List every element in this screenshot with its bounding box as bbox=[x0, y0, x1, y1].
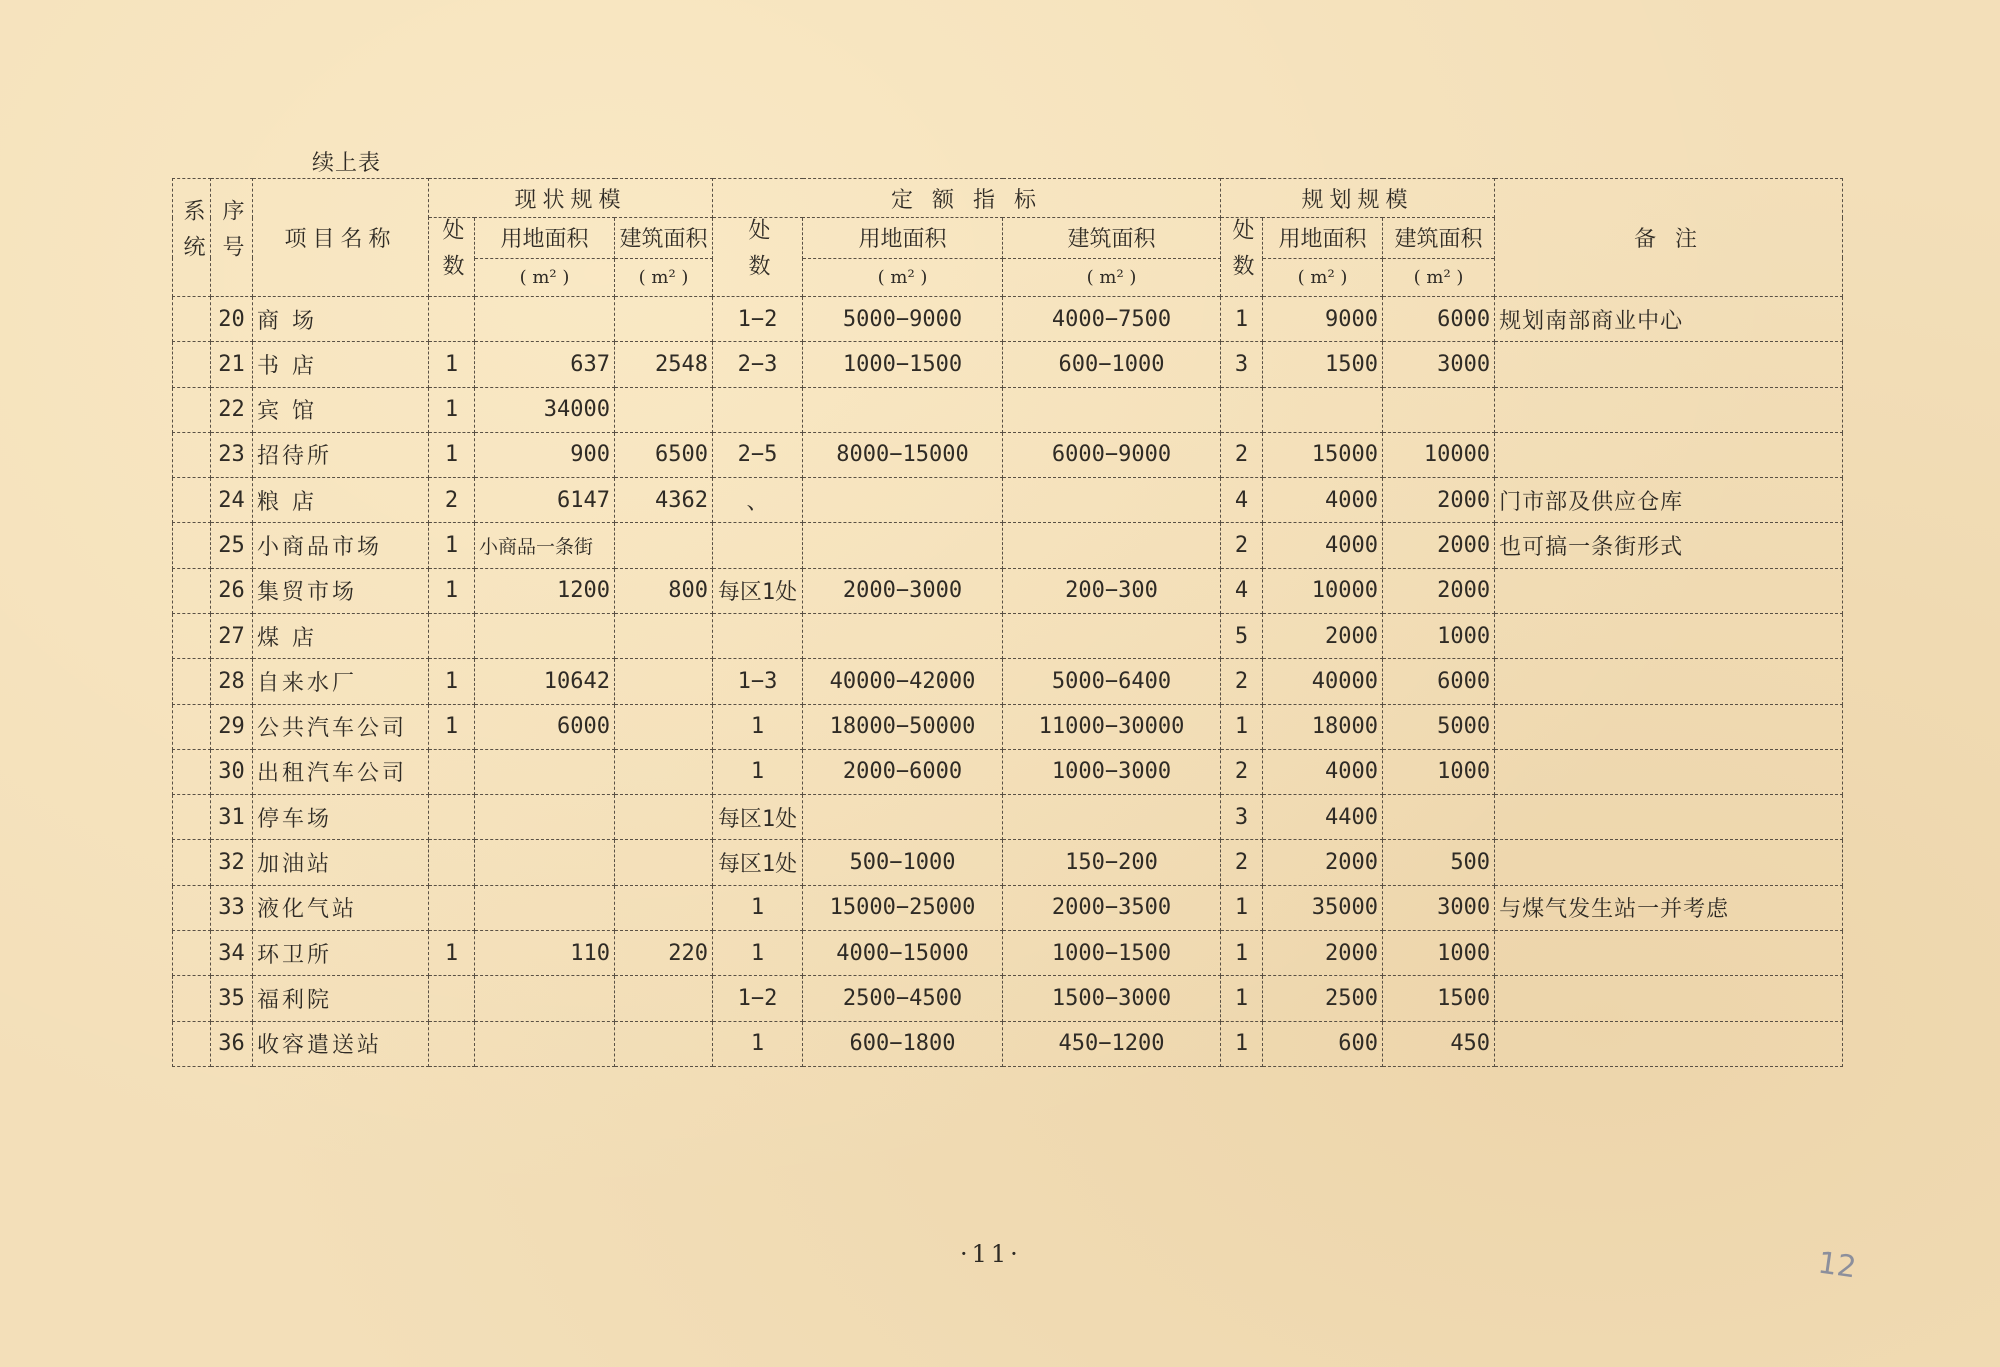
quota-building-cell: 150−200 bbox=[1003, 840, 1221, 885]
current-land-cell bbox=[475, 976, 615, 1021]
current-count-cell bbox=[429, 885, 475, 930]
current-count-cell: 1 bbox=[429, 342, 475, 387]
planned-count-cell: 1 bbox=[1221, 930, 1263, 975]
quota-count-cell: 每区1处 bbox=[713, 568, 803, 613]
current-count-cell bbox=[429, 840, 475, 885]
quota-count-cell: 2−5 bbox=[713, 432, 803, 477]
current-land-cell: 小商品一条街 bbox=[475, 523, 615, 568]
seq-cell: 35 bbox=[211, 976, 253, 1021]
quota-count-cell: 2−3 bbox=[713, 342, 803, 387]
current-land-cell: 637 bbox=[475, 342, 615, 387]
name-cell: 收容遣送站 bbox=[253, 1021, 429, 1067]
unit-planned-land: ( m² ) bbox=[1263, 258, 1383, 296]
current-building-cell: 220 bbox=[615, 930, 713, 975]
quota-land-cell: 18000−50000 bbox=[803, 704, 1003, 749]
system-cell bbox=[173, 1021, 211, 1067]
unit-quota-building: ( m² ) bbox=[1003, 258, 1221, 296]
name-cell: 招待所 bbox=[253, 432, 429, 477]
planned-building-cell bbox=[1383, 795, 1495, 840]
table-row bbox=[173, 885, 1843, 930]
planned-count-cell: 2 bbox=[1221, 523, 1263, 568]
name-cell: 宾 馆 bbox=[253, 387, 429, 432]
planned-count-cell: 4 bbox=[1221, 478, 1263, 523]
quota-land-cell bbox=[803, 523, 1003, 568]
planned-count-cell: 5 bbox=[1221, 613, 1263, 658]
planned-count-cell: 2 bbox=[1221, 749, 1263, 794]
name-cell: 出租汽车公司 bbox=[253, 749, 429, 794]
planned-building-cell: 2000 bbox=[1383, 478, 1495, 523]
planned-land-cell: 2000 bbox=[1263, 613, 1383, 658]
header-quota-land: 用地面积 bbox=[803, 218, 1003, 259]
planned-land-cell: 10000 bbox=[1263, 568, 1383, 613]
remarks-cell bbox=[1495, 749, 1843, 794]
quota-building-cell: 5000−6400 bbox=[1003, 659, 1221, 704]
remarks-cell bbox=[1495, 976, 1843, 1021]
remarks-cell bbox=[1495, 613, 1843, 658]
planned-building-cell bbox=[1383, 387, 1495, 432]
current-land-cell bbox=[475, 1021, 615, 1067]
quota-count-cell: 1 bbox=[713, 749, 803, 794]
seq-cell: 23 bbox=[211, 432, 253, 477]
quota-count-cell: 1 bbox=[713, 930, 803, 975]
quota-building-cell bbox=[1003, 387, 1221, 432]
name-cell: 加油站 bbox=[253, 840, 429, 885]
planned-count-cell: 1 bbox=[1221, 885, 1263, 930]
quota-count-cell: 1 bbox=[713, 885, 803, 930]
page-number: ·11· bbox=[960, 1240, 1022, 1268]
remarks-cell bbox=[1495, 840, 1843, 885]
seq-cell: 22 bbox=[211, 387, 253, 432]
table-row bbox=[173, 432, 1843, 477]
remarks-cell bbox=[1495, 568, 1843, 613]
table-row bbox=[173, 704, 1843, 749]
quota-land-cell bbox=[803, 795, 1003, 840]
header-planned-count: 处数 bbox=[1221, 218, 1263, 297]
table-row bbox=[173, 795, 1843, 840]
planned-land-cell: 4000 bbox=[1263, 478, 1383, 523]
seq-cell: 24 bbox=[211, 478, 253, 523]
seq-cell: 21 bbox=[211, 342, 253, 387]
current-land-cell: 900 bbox=[475, 432, 615, 477]
current-building-cell bbox=[615, 885, 713, 930]
current-building-cell bbox=[615, 704, 713, 749]
table-row bbox=[173, 976, 1843, 1021]
quota-building-cell bbox=[1003, 613, 1221, 658]
remarks-cell: 也可搞一条街形式 bbox=[1495, 523, 1843, 568]
system-cell bbox=[173, 478, 211, 523]
header-seq: 序号 bbox=[211, 179, 253, 297]
header-quota: 定 额 指 标 bbox=[713, 179, 1221, 218]
name-cell: 商 场 bbox=[253, 297, 429, 342]
system-cell bbox=[173, 297, 211, 342]
current-building-cell: 2548 bbox=[615, 342, 713, 387]
facility-table bbox=[172, 178, 1843, 1067]
quota-land-cell: 2000−3000 bbox=[803, 568, 1003, 613]
system-cell bbox=[173, 432, 211, 477]
table-row bbox=[173, 297, 1843, 342]
table-row bbox=[173, 840, 1843, 885]
seq-cell: 33 bbox=[211, 885, 253, 930]
quota-count-cell: 1−2 bbox=[713, 976, 803, 1021]
table-caption: 续上表 bbox=[312, 151, 382, 176]
planned-building-cell: 6000 bbox=[1383, 659, 1495, 704]
header-quota-count: 处数 bbox=[713, 218, 803, 297]
planned-land-cell: 9000 bbox=[1263, 297, 1383, 342]
remarks-cell bbox=[1495, 704, 1843, 749]
current-count-cell bbox=[429, 1021, 475, 1067]
system-cell bbox=[173, 704, 211, 749]
current-count-cell bbox=[429, 976, 475, 1021]
quota-land-cell: 15000−25000 bbox=[803, 885, 1003, 930]
current-land-cell: 34000 bbox=[475, 387, 615, 432]
quota-building-cell: 4000−7500 bbox=[1003, 297, 1221, 342]
unit-current-building: ( m² ) bbox=[615, 258, 713, 296]
unit-quota-land: ( m² ) bbox=[803, 258, 1003, 296]
table-row bbox=[173, 342, 1843, 387]
planned-building-cell: 500 bbox=[1383, 840, 1495, 885]
header-name: 项目名称 bbox=[253, 179, 429, 297]
remarks-cell bbox=[1495, 342, 1843, 387]
planned-land-cell: 2000 bbox=[1263, 930, 1383, 975]
table-row bbox=[173, 613, 1843, 658]
current-land-cell bbox=[475, 297, 615, 342]
planned-land-cell: 2500 bbox=[1263, 976, 1383, 1021]
current-building-cell bbox=[615, 659, 713, 704]
planned-land-cell: 4400 bbox=[1263, 795, 1383, 840]
planned-building-cell: 10000 bbox=[1383, 432, 1495, 477]
remarks-cell bbox=[1495, 432, 1843, 477]
remarks-cell: 规划南部商业中心 bbox=[1495, 297, 1843, 342]
quota-land-cell: 5000−9000 bbox=[803, 297, 1003, 342]
quota-land-cell: 2500−4500 bbox=[803, 976, 1003, 1021]
planned-building-cell: 1000 bbox=[1383, 613, 1495, 658]
remarks-cell: 门市部及供应仓库 bbox=[1495, 478, 1843, 523]
planned-building-cell: 1000 bbox=[1383, 930, 1495, 975]
planned-building-cell: 6000 bbox=[1383, 297, 1495, 342]
planned-count-cell: 2 bbox=[1221, 840, 1263, 885]
quota-building-cell: 600−1000 bbox=[1003, 342, 1221, 387]
quota-building-cell: 200−300 bbox=[1003, 568, 1221, 613]
quota-land-cell: 500−1000 bbox=[803, 840, 1003, 885]
current-count-cell: 1 bbox=[429, 930, 475, 975]
quota-land-cell bbox=[803, 613, 1003, 658]
current-land-cell bbox=[475, 749, 615, 794]
table-row bbox=[173, 478, 1843, 523]
table-row bbox=[173, 930, 1843, 975]
quota-count-cell: 1−2 bbox=[713, 297, 803, 342]
quota-land-cell: 4000−15000 bbox=[803, 930, 1003, 975]
name-cell: 小商品市场 bbox=[253, 523, 429, 568]
name-cell: 公共汽车公司 bbox=[253, 704, 429, 749]
current-count-cell: 1 bbox=[429, 523, 475, 568]
system-cell bbox=[173, 885, 211, 930]
header-current-count: 处数 bbox=[429, 218, 475, 297]
system-cell bbox=[173, 749, 211, 794]
header-system: 系统 bbox=[173, 179, 211, 297]
current-count-cell: 1 bbox=[429, 568, 475, 613]
planned-count-cell: 3 bbox=[1221, 795, 1263, 840]
current-building-cell bbox=[615, 523, 713, 568]
quota-land-cell bbox=[803, 387, 1003, 432]
current-count-cell: 1 bbox=[429, 704, 475, 749]
planned-land-cell: 2000 bbox=[1263, 840, 1383, 885]
table-row bbox=[173, 387, 1843, 432]
quota-count-cell: 1 bbox=[713, 704, 803, 749]
current-land-cell: 6147 bbox=[475, 478, 615, 523]
current-building-cell bbox=[615, 613, 713, 658]
planned-count-cell: 2 bbox=[1221, 659, 1263, 704]
remarks-cell bbox=[1495, 387, 1843, 432]
quota-count-cell: 每区1处 bbox=[713, 795, 803, 840]
current-building-cell bbox=[615, 795, 713, 840]
current-count-cell: 2 bbox=[429, 478, 475, 523]
table-row bbox=[173, 749, 1843, 794]
quota-land-cell bbox=[803, 478, 1003, 523]
quota-building-cell bbox=[1003, 478, 1221, 523]
name-cell: 集贸市场 bbox=[253, 568, 429, 613]
name-cell: 福利院 bbox=[253, 976, 429, 1021]
quota-count-cell: 1 bbox=[713, 1021, 803, 1067]
remarks-cell bbox=[1495, 659, 1843, 704]
seq-cell: 20 bbox=[211, 297, 253, 342]
seq-cell: 29 bbox=[211, 704, 253, 749]
current-count-cell bbox=[429, 749, 475, 794]
table-row bbox=[173, 568, 1843, 613]
current-building-cell bbox=[615, 387, 713, 432]
table-row bbox=[173, 659, 1843, 704]
unit-current-land: ( m² ) bbox=[475, 258, 615, 296]
header-planned-land: 用地面积 bbox=[1263, 218, 1383, 259]
quota-building-cell: 2000−3500 bbox=[1003, 885, 1221, 930]
current-building-cell bbox=[615, 297, 713, 342]
current-building-cell bbox=[615, 840, 713, 885]
planned-count-cell: 1 bbox=[1221, 1021, 1263, 1067]
header-current: 现状规模 bbox=[429, 179, 713, 218]
planned-building-cell: 1000 bbox=[1383, 749, 1495, 794]
name-cell: 煤 店 bbox=[253, 613, 429, 658]
quota-building-cell bbox=[1003, 795, 1221, 840]
quota-building-cell: 11000−30000 bbox=[1003, 704, 1221, 749]
unit-planned-building: ( m² ) bbox=[1383, 258, 1495, 296]
quota-land-cell: 40000−42000 bbox=[803, 659, 1003, 704]
seq-cell: 32 bbox=[211, 840, 253, 885]
seq-cell: 28 bbox=[211, 659, 253, 704]
quota-land-cell: 1000−1500 bbox=[803, 342, 1003, 387]
current-building-cell: 6500 bbox=[615, 432, 713, 477]
quota-land-cell: 2000−6000 bbox=[803, 749, 1003, 794]
planned-count-cell: 1 bbox=[1221, 297, 1263, 342]
system-cell bbox=[173, 795, 211, 840]
system-cell bbox=[173, 523, 211, 568]
header-quota-building: 建筑面积 bbox=[1003, 218, 1221, 259]
current-count-cell bbox=[429, 297, 475, 342]
planned-land-cell: 4000 bbox=[1263, 749, 1383, 794]
current-building-cell bbox=[615, 1021, 713, 1067]
current-building-cell bbox=[615, 749, 713, 794]
quota-building-cell: 6000−9000 bbox=[1003, 432, 1221, 477]
seq-cell: 34 bbox=[211, 930, 253, 975]
name-cell: 环卫所 bbox=[253, 930, 429, 975]
name-cell: 停车场 bbox=[253, 795, 429, 840]
table-body bbox=[173, 297, 1843, 1067]
seq-cell: 31 bbox=[211, 795, 253, 840]
system-cell bbox=[173, 568, 211, 613]
remarks-cell bbox=[1495, 1021, 1843, 1067]
current-count-cell: 1 bbox=[429, 659, 475, 704]
seq-cell: 26 bbox=[211, 568, 253, 613]
planned-building-cell: 450 bbox=[1383, 1021, 1495, 1067]
planned-building-cell: 5000 bbox=[1383, 704, 1495, 749]
quota-count-cell: 1−3 bbox=[713, 659, 803, 704]
name-cell: 自来水厂 bbox=[253, 659, 429, 704]
planned-count-cell bbox=[1221, 387, 1263, 432]
quota-count-cell bbox=[713, 523, 803, 568]
header-current-land: 用地面积 bbox=[475, 218, 615, 259]
planned-building-cell: 1500 bbox=[1383, 976, 1495, 1021]
system-cell bbox=[173, 613, 211, 658]
planned-land-cell: 15000 bbox=[1263, 432, 1383, 477]
seq-cell: 36 bbox=[211, 1021, 253, 1067]
current-building-cell bbox=[615, 976, 713, 1021]
remarks-cell bbox=[1495, 930, 1843, 975]
current-land-cell bbox=[475, 795, 615, 840]
current-land-cell bbox=[475, 840, 615, 885]
remarks-cell: 与煤气发生站一并考虑 bbox=[1495, 885, 1843, 930]
quota-land-cell: 8000−15000 bbox=[803, 432, 1003, 477]
system-cell bbox=[173, 840, 211, 885]
table-row bbox=[173, 1021, 1843, 1067]
planned-land-cell: 40000 bbox=[1263, 659, 1383, 704]
quota-count-cell: 、 bbox=[713, 478, 803, 523]
system-cell bbox=[173, 659, 211, 704]
name-cell: 书 店 bbox=[253, 342, 429, 387]
quota-building-cell: 1000−3000 bbox=[1003, 749, 1221, 794]
current-land-cell: 6000 bbox=[475, 704, 615, 749]
planned-count-cell: 4 bbox=[1221, 568, 1263, 613]
current-land-cell: 1200 bbox=[475, 568, 615, 613]
system-cell bbox=[173, 387, 211, 432]
current-land-cell bbox=[475, 885, 615, 930]
planned-count-cell: 3 bbox=[1221, 342, 1263, 387]
planned-building-cell: 2000 bbox=[1383, 523, 1495, 568]
header-planned-building: 建筑面积 bbox=[1383, 218, 1495, 259]
name-cell: 液化气站 bbox=[253, 885, 429, 930]
system-cell bbox=[173, 976, 211, 1021]
seq-cell: 27 bbox=[211, 613, 253, 658]
quota-count-cell bbox=[713, 387, 803, 432]
planned-land-cell: 35000 bbox=[1263, 885, 1383, 930]
quota-building-cell bbox=[1003, 523, 1221, 568]
planned-building-cell: 3000 bbox=[1383, 885, 1495, 930]
planned-building-cell: 3000 bbox=[1383, 342, 1495, 387]
current-count-cell: 1 bbox=[429, 432, 475, 477]
quota-land-cell: 600−1800 bbox=[803, 1021, 1003, 1067]
header-remarks: 备 注 bbox=[1495, 179, 1843, 297]
current-count-cell: 1 bbox=[429, 387, 475, 432]
system-cell bbox=[173, 930, 211, 975]
table-row bbox=[173, 523, 1843, 568]
planned-land-cell: 600 bbox=[1263, 1021, 1383, 1067]
header-current-building: 建筑面积 bbox=[615, 218, 713, 259]
planned-building-cell: 2000 bbox=[1383, 568, 1495, 613]
current-count-cell bbox=[429, 795, 475, 840]
current-land-cell bbox=[475, 613, 615, 658]
seq-cell: 30 bbox=[211, 749, 253, 794]
quota-count-cell: 每区1处 bbox=[713, 840, 803, 885]
current-land-cell: 110 bbox=[475, 930, 615, 975]
quota-building-cell: 450−1200 bbox=[1003, 1021, 1221, 1067]
current-land-cell: 10642 bbox=[475, 659, 615, 704]
current-building-cell: 800 bbox=[615, 568, 713, 613]
quota-count-cell bbox=[713, 613, 803, 658]
system-cell bbox=[173, 342, 211, 387]
planned-land-cell: 18000 bbox=[1263, 704, 1383, 749]
seq-cell: 25 bbox=[211, 523, 253, 568]
pencil-annotation: 12 bbox=[1815, 1245, 1859, 1286]
remarks-cell bbox=[1495, 795, 1843, 840]
quota-building-cell: 1000−1500 bbox=[1003, 930, 1221, 975]
planned-land-cell bbox=[1263, 387, 1383, 432]
planned-count-cell: 2 bbox=[1221, 432, 1263, 477]
planned-land-cell: 4000 bbox=[1263, 523, 1383, 568]
quota-building-cell: 1500−3000 bbox=[1003, 976, 1221, 1021]
planned-count-cell: 1 bbox=[1221, 976, 1263, 1021]
current-building-cell: 4362 bbox=[615, 478, 713, 523]
header-planned: 规划规模 bbox=[1221, 179, 1495, 218]
current-count-cell bbox=[429, 613, 475, 658]
planned-count-cell: 1 bbox=[1221, 704, 1263, 749]
name-cell: 粮 店 bbox=[253, 478, 429, 523]
planned-land-cell: 1500 bbox=[1263, 342, 1383, 387]
